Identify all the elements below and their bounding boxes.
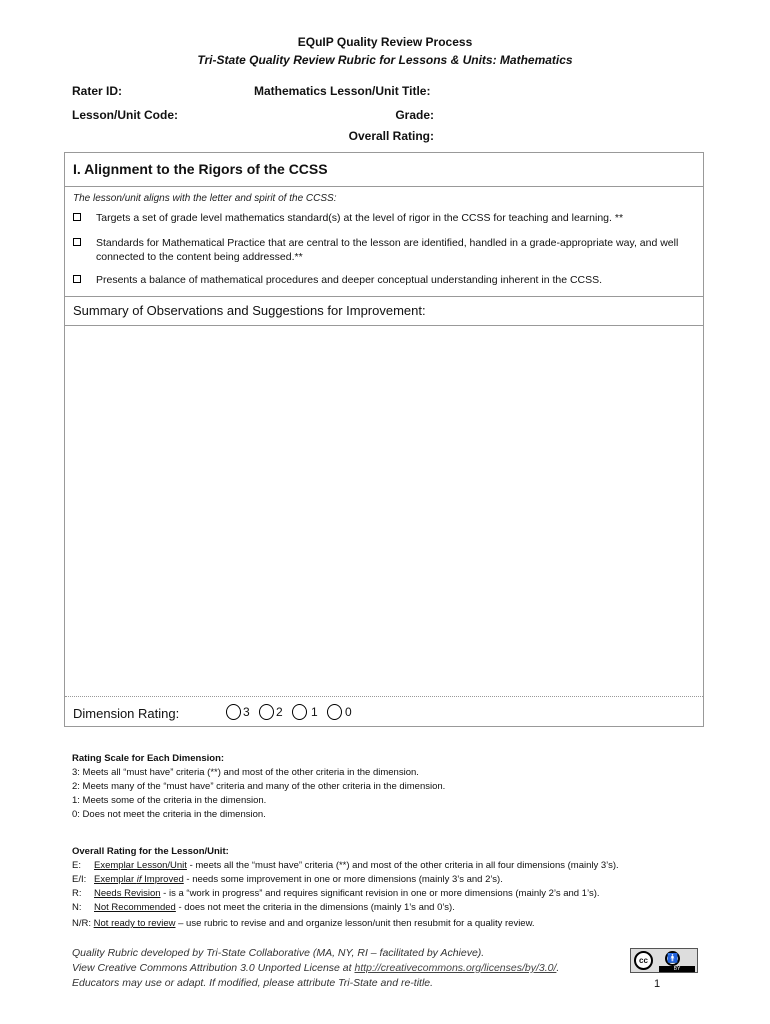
footer-line: Educators may use or adapt. If modified, please attribute Tri-State and re-title.: [72, 977, 434, 989]
rating-scale-heading: Rating Scale for Each Dimension:: [72, 753, 225, 764]
section-header: [65, 153, 703, 187]
rating-option-label: 0: [345, 705, 352, 719]
overall-rating-item: N/R: Not ready to review – use rubric to revise and and organize lesson/unit then resubmit for a quality review.: [72, 918, 535, 929]
footer: [72, 946, 559, 991]
footer-line: View Creative Commons Attribution 3.0 Unported License at http://creativecommons.org/licenses/by/3.0/.: [72, 962, 560, 974]
rater-id-label: Rater ID:: [72, 84, 123, 98]
by-label: BY: [659, 966, 695, 972]
page-number: 1: [654, 978, 661, 990]
attribution-icon: 🚹: [665, 951, 680, 966]
rating-scale-item: 3: Meets all “must have” criteria (**) and most of the other criteria in the dimension.: [72, 767, 419, 778]
dimension-rating-row: [65, 696, 703, 728]
license-link[interactable]: http://creativecommons.org/licenses/by/3.0/: [354, 962, 557, 974]
footer-line: Quality Rubric developed by Tri-State Collaborative (MA, NY, RI – facilitated by Achieve).: [72, 947, 485, 959]
summary-heading: Summary of Observations and Suggestions for Improvement:: [73, 303, 426, 318]
checkbox-icon[interactable]: [73, 213, 81, 221]
document-title: EQuIP Quality Review Process: [297, 35, 473, 49]
rubric-section: [64, 152, 704, 727]
overall-rating-heading: Overall Rating for the Lesson/Unit:: [72, 846, 229, 857]
lesson-title-label: Mathematics Lesson/Unit Title:: [254, 84, 431, 98]
lesson-code-label: Lesson/Unit Code:: [72, 108, 179, 122]
summary-header: [65, 296, 703, 326]
overall-rating-legend: [72, 845, 712, 931]
rating-radio-3[interactable]: [226, 704, 241, 720]
rating-scale-item: 0: Does not meet the criteria in the dimension.: [72, 809, 266, 820]
checkbox-icon[interactable]: [73, 275, 81, 283]
overall-rating-item: R: Needs Revision - is a “work in progress” and requires significant revision in one or more dimensions (mainly 2’s and 1’s).: [72, 888, 600, 899]
section-heading: I. Alignment to the Rigors of the CCSS: [73, 161, 328, 177]
criterion-text: Targets a set of grade level mathematics standard(s) at the level of rigor in the CCSS for teaching and learning. **: [96, 212, 624, 224]
cc-icon: cc: [634, 951, 653, 970]
rating-option-label: 1: [311, 705, 318, 719]
section-intro: The lesson/unit aligns with the letter and spirit of the CCSS:: [73, 193, 337, 204]
rating-radio-2[interactable]: [259, 704, 274, 720]
rating-scale-item: 2: Meets many of the “must have” criteria and many of the other criteria in the dimension.: [72, 781, 446, 792]
checkbox-icon[interactable]: [73, 238, 81, 246]
grade-label: Grade:: [395, 108, 434, 122]
overall-rating-label: Overall Rating:: [348, 129, 434, 143]
rating-radio-0[interactable]: [327, 704, 342, 720]
summary-text-area[interactable]: [65, 326, 703, 696]
overall-rating-item: N: Not Recommended - does not meet the criteria in the dimensions (mainly 1’s and 0’s).: [72, 902, 455, 913]
rating-scale: [72, 752, 445, 822]
rating-radio-1[interactable]: [292, 704, 307, 720]
creative-commons-badge: [630, 948, 698, 973]
dimension-rating-label: Dimension Rating:: [73, 706, 180, 721]
rating-scale-item: 1: Meets some of the criteria in the dimension.: [72, 795, 267, 806]
criterion-text: Presents a balance of mathematical procedures and deeper conceptual understanding inherent in the CCSS.: [96, 274, 603, 286]
document-subtitle: Tri-State Quality Review Rubric for Lessons & Units: Mathematics: [197, 53, 573, 67]
criterion-text: Standards for Mathematical Practice that are central to the lesson are identified, handled in a grade-appropriate way, and well connected to the content being addressed.**: [96, 237, 679, 263]
rating-option-label: 2: [276, 705, 283, 719]
rating-option-label: 3: [243, 705, 250, 719]
overall-rating-item: E/I: Exemplar if Improved - needs some improvement in one or more dimensions (mainly 3’s and 2’s).: [72, 874, 503, 885]
overall-rating-item: E: Exemplar Lesson/Unit - meets all the “must have” criteria (**) and most of the other criteria in all four dimensions (mainly 3’s).: [72, 860, 619, 871]
